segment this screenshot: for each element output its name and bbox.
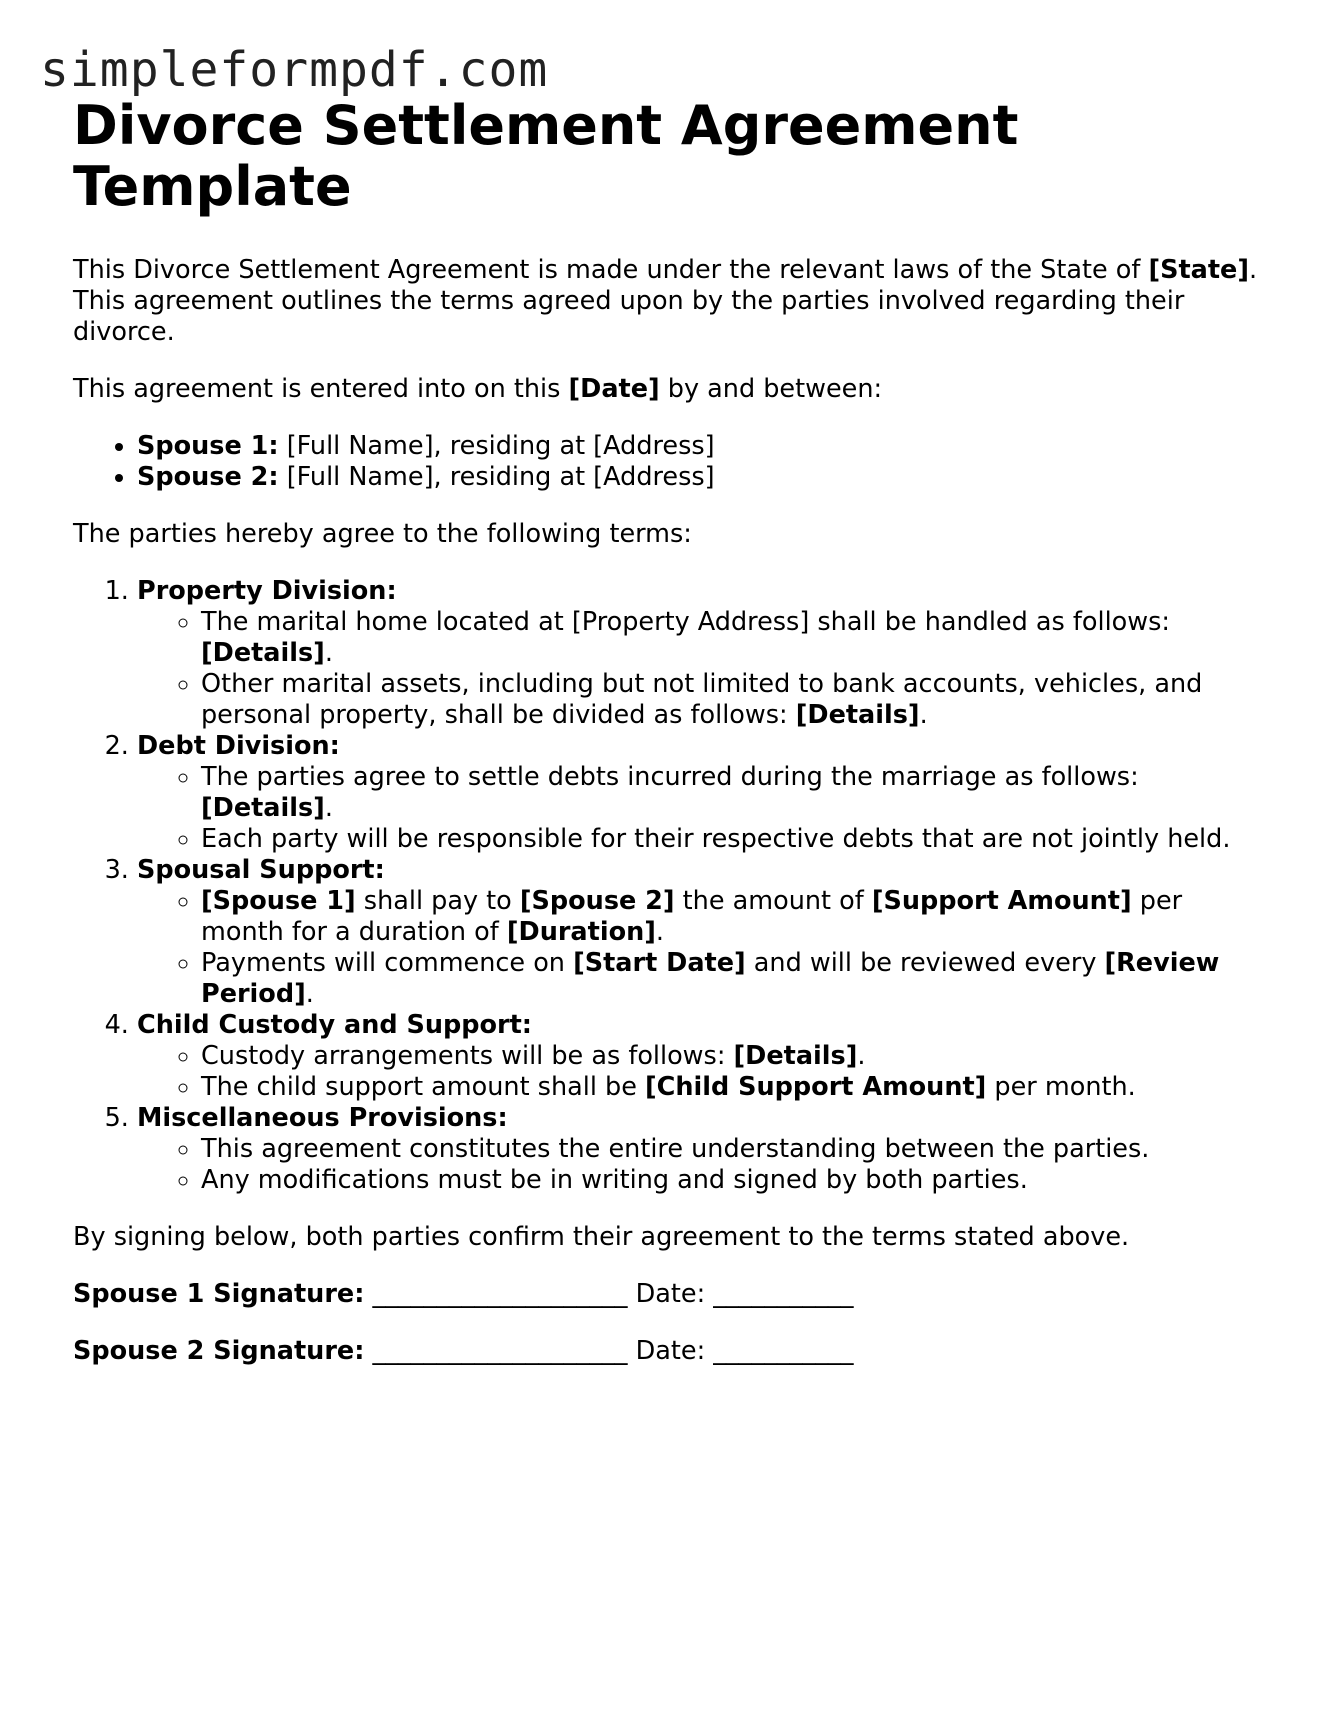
list-item: ◦ Custody arrangements will be as follows: [Details].	[201, 1041, 1263, 1072]
section-heading: Property Division:	[137, 576, 397, 606]
list-item: ◦ Each party will be responsible for their respective debts that are not jointly held.	[201, 824, 1263, 855]
list-item: ◦ Other marital assets, including but not limited to bank accounts, vehicles, and personal property, shall be divided as follows: [Details].	[201, 669, 1263, 731]
list-item: • Spouse 1: [Full Name], residing at [Address]	[137, 431, 1263, 462]
section-miscellaneous	[137, 1103, 1263, 1196]
intro-paragraph: This Divorce Settlement Agreement is made under the relevant laws of the State of [State]. This agreement outlines the terms agreed upon by the parties involved regarding their divorce.	[73, 255, 1258, 347]
date-placeholder: [Date]	[568, 374, 660, 404]
section-property-division	[137, 576, 1263, 731]
section-heading: Debt Division:	[137, 731, 340, 761]
section-heading: Spousal Support:	[137, 855, 385, 885]
document-title: Divorce Settlement Agreement Template	[73, 94, 1019, 218]
terms-list	[73, 576, 1263, 1196]
list-item: ◦ Payments will commence on [Start Date] and will be reviewed every [Review Period].	[201, 948, 1263, 1010]
section-debt-division	[137, 731, 1263, 855]
section-spousal-support	[137, 855, 1263, 1010]
list-item: ◦ Any modifications must be in writing and signed by both parties.	[201, 1165, 1263, 1196]
list-item: ◦ The child support amount shall be [Child Support Amount] per month.	[201, 1072, 1263, 1103]
list-item: ◦ This agreement constitutes the entire understanding between the parties.	[201, 1134, 1263, 1165]
list-item: ◦ The parties agree to settle debts incurred during the marriage as follows: [Details].	[201, 762, 1263, 824]
terms-intro: The parties hereby agree to the following terms:	[73, 519, 692, 549]
list-item: • Spouse 2: [Full Name], residing at [Address]	[137, 462, 1263, 493]
list-item: ◦ The marital home located at [Property Address] shall be handled as follows: [Details].	[201, 607, 1263, 669]
section-heading: Child Custody and Support:	[137, 1010, 532, 1040]
parties-list	[73, 431, 1263, 493]
entered-paragraph: This agreement is entered into on this [Date] by and between:	[73, 374, 883, 404]
spouse-2-signature-line: Spouse 2 Signature: ____________________ Date: ___________	[73, 1336, 854, 1366]
section-heading: Miscellaneous Provisions:	[137, 1103, 508, 1133]
site-watermark: simpleformpdf.com	[40, 42, 549, 98]
spouse-1-signature-line: Spouse 1 Signature: ____________________ Date: ___________	[73, 1279, 854, 1309]
closing-paragraph: By signing below, both parties confirm their agreement to the terms stated above.	[73, 1222, 1130, 1252]
section-child-custody	[137, 1010, 1263, 1103]
state-placeholder: [State]	[1148, 255, 1250, 285]
document-body	[73, 95, 1263, 1367]
list-item: ◦ [Spouse 1] shall pay to [Spouse 2] the amount of [Support Amount] per month for a duration of [Duration].	[201, 886, 1263, 948]
